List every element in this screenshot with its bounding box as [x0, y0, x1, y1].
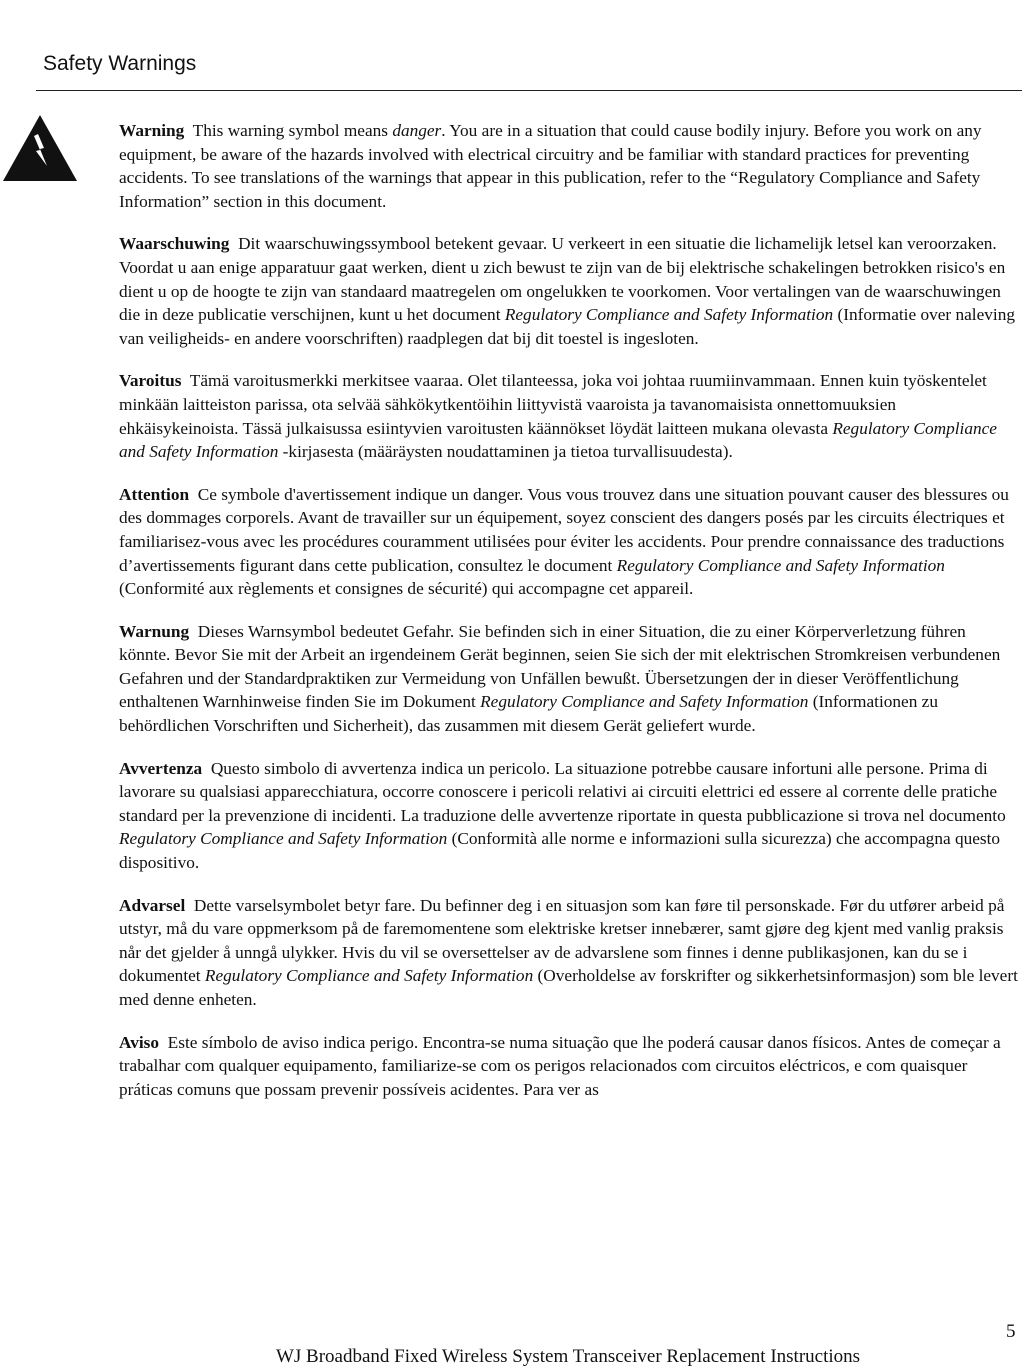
document-title-reference: Regulatory Compliance and Safety Information — [616, 555, 945, 575]
warning-text: (Conformità alle norme e informazioni sulla sicurezza) che accompagna questo dispositivo. — [119, 829, 1001, 873]
warning-text: Ce symbole d'avertissement indique un danger. Vous vous trouvez dans une situation pouvant causer des blessures ou des dommages corporels. Avant de travailler sur un équipement, soyez conscient des dangers posés par les circuits électriques et familiarisez-vous avec les procédures couramment utilisées pour éviter les accidents. Pour prendre connaissance des traductions d’avertissements figurant dans cette publication, consultez le document — [119, 484, 1009, 575]
warning-label: Varoitus — [119, 371, 182, 391]
warning-block-fi — [119, 369, 1019, 463]
warning-triangle-icon — [2, 114, 78, 182]
document-title-reference: Regulatory Compliance and Safety Information — [480, 692, 809, 712]
warning-block-fr — [119, 483, 1019, 601]
document-title-reference: Regulatory Compliance and Safety Information — [119, 418, 997, 462]
page-number: 5 — [1006, 1321, 1016, 1342]
warning-text: Dette varselsymbolet betyr fare. Du befinner deg i en situasjon som kan føre til personskade. Før du utfører arbeid på utstyr, må du vare oppmerksom på de faremomentene som elektriske kretser innebærer, samt gjøre deg kjent med vanlig praksis når det gjelder å unngå ulykker. Hvis du vil se oversettelser av de advarslene som finnes i denne publikasjonen, kan du se i dokumentet — [119, 895, 1005, 986]
warning-text: Dit waarschuwingssymbool betekent gevaar. U verkeert in een situatie die lichamelijk letsel kan veroorzaken. Voordat u aan enige apparatuur gaat werken, dient u zich bewust te zijn van de bij elektrische schakelingen betrokken risico's en dient u op de hoogte te zijn van standaard maatregelen om ongelukken te voorkomen. Voor vertalingen van de waarschuwingen die in deze publicatie verschijnen, kunt u het document — [119, 234, 1006, 325]
warning-text: Questo simbolo di avvertenza indica un pericolo. La situazione potrebbe causare infortuni alle persone. Prima di lavorare su qualsiasi apparecchiatura, occorre conoscere i pericoli relativi ai circuiti elettrici ed essere al corrente delle pratiche standard per la prevenzione di incidenti. La traduzione delle avvertenze riportate in questa pubblicazione si trova nel documento — [119, 758, 1006, 825]
warning-text: Dieses Warnsymbol bedeutet Gefahr. Sie befinden sich in einer Situation, die zu einer Körperverletzung führen könnte. Bevor Sie mit der Arbeit an irgendeinem Gerät beginnen, seien Sie sich der mit elektrischen Stromkreisen verbundenen Gefahren und der Standardpraktiken zur Vermeidung von Unfällen bewußt. Übersetzungen der in dieser Veröffentlichung enthaltenen Warnhinweise finden Sie im Dokument — [119, 621, 1001, 712]
document-title-reference: danger — [392, 121, 442, 140]
warning-block-pt — [119, 1031, 1019, 1102]
warning-block-nl — [119, 232, 1019, 350]
header-divider — [36, 90, 1022, 91]
warning-text: Este símbolo de aviso indica perigo. Encontra-se numa situação que lhe poderá causar danos físicos. Antes de começar a trabalhar com qualquer equipamento, familiarize-se com os perigos relacionados com circuitos eléctricos, e com quaisquer práticas comuns que possam prevenir possíveis acidentes. Para ver as — [119, 1032, 1001, 1099]
warning-text: (Conformité aux règlements et consignes de sécurité) qui accompagne cet appareil. — [119, 579, 694, 599]
warning-text: . You are in a situation that could cause bodily injury. Before you work on any equipment, be aware of the hazards involved with electrical circuitry and be familiar with standard practices for preventing accidents. To see translations of the warnings that appear in this publication, refer to the “Regulatory Compliance and Safety Information” section in this document. — [119, 121, 982, 211]
warning-text: (Informatie over naleving van veiligheids- en andere voorschriften) raadplegen dat bij dit toestel is ingesloten. — [119, 305, 1015, 348]
warning-text: Tämä varoitusmerkki merkitsee vaaraa. Olet tilanteessa, joka voi johtaa ruumiinvammaan. Ennen kuin työskentelet minkään laitteiston parissa, ota selvää sähkökytkentöihin liittyvistä vaaroista ja tavanomaisista onnettomuuksien ehkäisykeinoista. Tässä julkaisussa esiintyvien varoitusten käännökset löydät laitteen mukana olevasta — [119, 371, 987, 438]
document-title-reference: Regulatory Compliance and Safety Information — [119, 829, 448, 849]
warning-text: -kirjasesta (määräysten noudattaminen ja tietoa turvallisuudesta). — [278, 442, 733, 462]
document-title-reference: Regulatory Compliance and Safety Information — [504, 305, 834, 325]
warning-label: Avvertenza — [119, 758, 203, 778]
warning-label: Warning — [119, 121, 185, 140]
warning-block-de — [119, 620, 1019, 738]
document-title-reference: Regulatory Compliance and Safety Information — [204, 966, 534, 986]
warning-label: Warnung — [119, 621, 190, 641]
warning-block-en — [119, 119, 1019, 213]
page-title: Safety Warnings — [43, 52, 197, 75]
footer-text: WJ Broadband Fixed Wireless System Transceiver Replacement Instructions — [275, 1346, 861, 1367]
warning-label: Advarsel — [119, 895, 186, 915]
warning-text: This warning symbol means — [192, 121, 393, 140]
warning-block-no — [119, 894, 1019, 1012]
warning-block-it — [119, 757, 1019, 875]
warning-text: (Overholdelse av forskrifter og sikkerhetsinformasjon) som ble levert med denne enheten. — [119, 966, 1018, 1009]
warnings-list — [119, 119, 1019, 1120]
warning-text: (Informationen zu behördlichen Vorschriften und Sicherheit), das zusammen mit diesem Gerät geliefert wurde. — [119, 692, 938, 736]
warning-label: Aviso — [119, 1032, 160, 1052]
warning-label: Attention — [119, 484, 190, 504]
warning-label: Waarschuwing — [119, 234, 230, 254]
